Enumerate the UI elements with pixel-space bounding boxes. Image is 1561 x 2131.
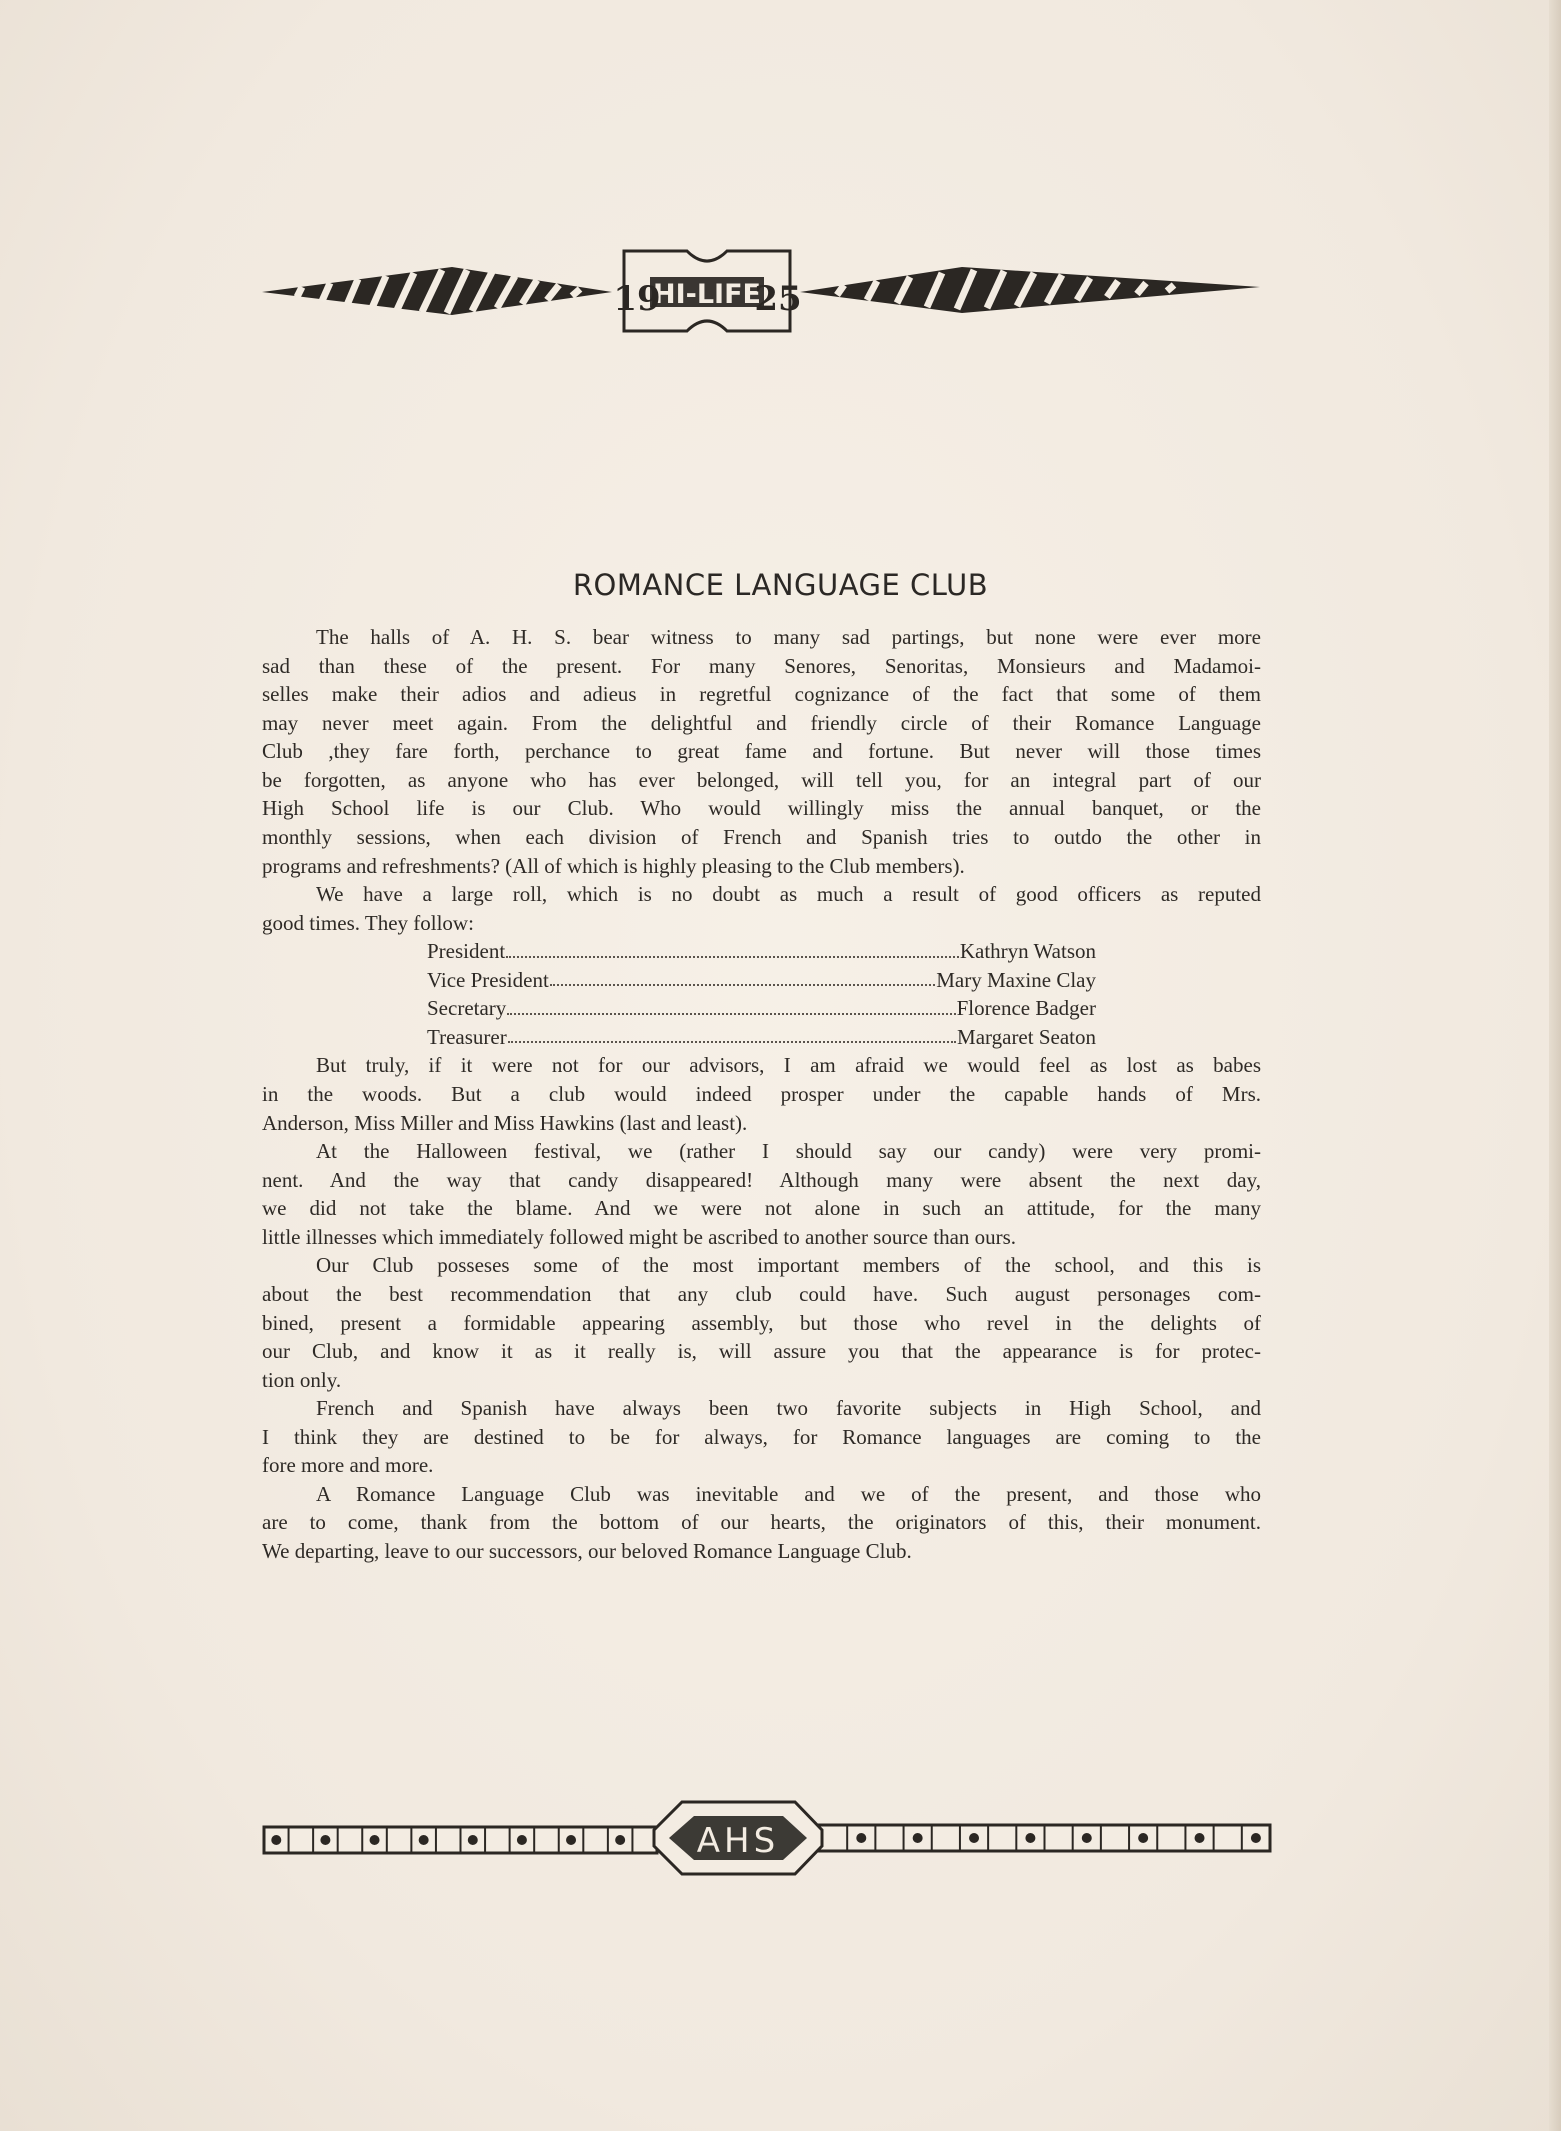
- chain-dot: [1195, 1833, 1205, 1843]
- text-line: At the Halloween festival, we (rather I should say our candy) were very promi-: [316, 1139, 1261, 1164]
- chain-dot: [1025, 1833, 1035, 1843]
- officer-name: Margaret Seaton: [957, 1024, 1096, 1049]
- svg-text:25: 25: [754, 279, 802, 319]
- text-line: bined, present a formidable appearing assembly, but those who revel in the delights of: [262, 1310, 1261, 1335]
- officer-role: President: [427, 939, 506, 964]
- text-line: our Club, and know it as it really is, will assure you that the appearance is for protec-: [262, 1339, 1261, 1364]
- chain-dot: [419, 1835, 429, 1845]
- chain-dot: [271, 1835, 281, 1845]
- svg-text:HI-LIFE: HI-LIFE: [653, 279, 761, 310]
- chain-dot: [320, 1835, 330, 1845]
- dot-leader: [550, 966, 935, 987]
- chain-dot: [370, 1835, 380, 1845]
- text-line: High School life is our Club. Who would willingly miss the annual banquet, or the: [262, 796, 1261, 821]
- chain-dot: [517, 1835, 527, 1845]
- text-line: in the woods. But a club would indeed prosper under the capable hands of Mrs.: [262, 1082, 1261, 1106]
- svg-text:AHS: AHS: [696, 1821, 780, 1861]
- text-line: be forgotten, as anyone who has ever belonged, will tell you, for an integral part of our: [262, 767, 1261, 792]
- chain-dot: [1082, 1833, 1092, 1843]
- text-line: nent. And the way that candy disappeared! Although many were absent the next day,: [262, 1167, 1261, 1192]
- dot-leader: [506, 937, 959, 958]
- text-line: about the best recommendation that any club could have. Such august personages com-: [262, 1281, 1261, 1306]
- text-line: I think they are destined to be for always, for Romance languages are coming to the: [262, 1424, 1261, 1449]
- text-line: tion only.: [262, 1367, 342, 1392]
- text-line: sad than these of the present. For many Senores, Senoritas, Monsieurs and Madamoi-: [262, 653, 1261, 678]
- text-line: But truly, if it were not for our advisors, I am afraid we would feel as lost as babes: [316, 1053, 1261, 1078]
- page-edge: [1549, 0, 1561, 2131]
- text-line: little illnesses which immediately followed might be ascribed to another source than ours.: [262, 1224, 1017, 1249]
- text-line: Anderson, Miss Miller and Miss Hawkins (last and least).: [262, 1110, 748, 1135]
- officer-name: Florence Badger: [956, 996, 1096, 1021]
- officer-role: Vice President: [427, 967, 549, 992]
- text-line: Our Club posseses some of the most important members of the school, and this is: [316, 1253, 1261, 1278]
- chain-dot: [1138, 1833, 1148, 1843]
- article-body: [262, 623, 1261, 1566]
- chain-dot: [615, 1835, 625, 1845]
- svg-text:19: 19: [613, 279, 661, 319]
- ahs-footer-ornament: [262, 1790, 1272, 1880]
- hi-life-emblem: [613, 251, 801, 331]
- text-line: programs and refreshments? (All of which is highly pleasing to the Club members).: [262, 853, 965, 878]
- text-line: we did not take the blame. And we were not alone in such an attitude, for the many: [262, 1196, 1261, 1221]
- officer-row: [427, 994, 1096, 1023]
- text-line: may never meet again. From the delightful and friendly circle of their Romance Language: [262, 710, 1261, 735]
- text-line: Club ,they fare forth, perchance to great fame and fortune. But never will those times: [262, 739, 1261, 764]
- text-line: We departing, leave to our successors, our beloved Romance Language Club.: [262, 1539, 912, 1563]
- text-line: are to come, thank from the bottom of our hearts, the originators of this, their monument.: [262, 1510, 1261, 1535]
- chain-dot: [969, 1833, 979, 1843]
- officer-row: [427, 966, 1096, 995]
- chain-dot: [468, 1835, 478, 1845]
- text-line: The halls of A. H. S. bear witness to many sad partings, but none were ever more: [316, 625, 1261, 649]
- text-line: monthly sessions, when each division of French and Spanish tries to outdo the other in: [262, 824, 1261, 849]
- officer-row: [427, 1023, 1096, 1052]
- hi-life-1925-header-ornament: [262, 245, 1262, 340]
- chain-dot: [913, 1833, 923, 1843]
- text-line: French and Spanish have always been two favorite subjects in High School, and: [316, 1396, 1261, 1421]
- striped-diamond-right: [800, 267, 1260, 313]
- dot-leader: [508, 1023, 956, 1044]
- chain-dot: [566, 1835, 576, 1845]
- officer-name: Mary Maxine Clay: [936, 967, 1096, 992]
- text-line: A Romance Language Club was inevitable and we of the present, and those who: [316, 1481, 1261, 1506]
- page-title: ROMANCE LANGUAGE CLUB: [572, 568, 989, 602]
- dot-leader: [507, 994, 955, 1015]
- officer-row: [427, 937, 1096, 966]
- text-line: good times. They follow:: [262, 910, 474, 935]
- text-line: selles make their adios and adieus in regretful cognizance of the fact that some of them: [262, 682, 1261, 707]
- text-line: fore more and more.: [262, 1453, 434, 1478]
- officer-role: Treasurer: [427, 1024, 507, 1049]
- striped-diamond-left: [262, 267, 612, 315]
- text-line: We have a large roll, which is no doubt as much a result of good officers as reputed: [316, 882, 1261, 907]
- ahs-emblem: [654, 1802, 822, 1874]
- officer-name: Kathryn Watson: [959, 939, 1096, 964]
- officer-role: Secretary: [427, 996, 507, 1021]
- chain-dot: [1251, 1833, 1261, 1843]
- chain-dot: [856, 1833, 866, 1843]
